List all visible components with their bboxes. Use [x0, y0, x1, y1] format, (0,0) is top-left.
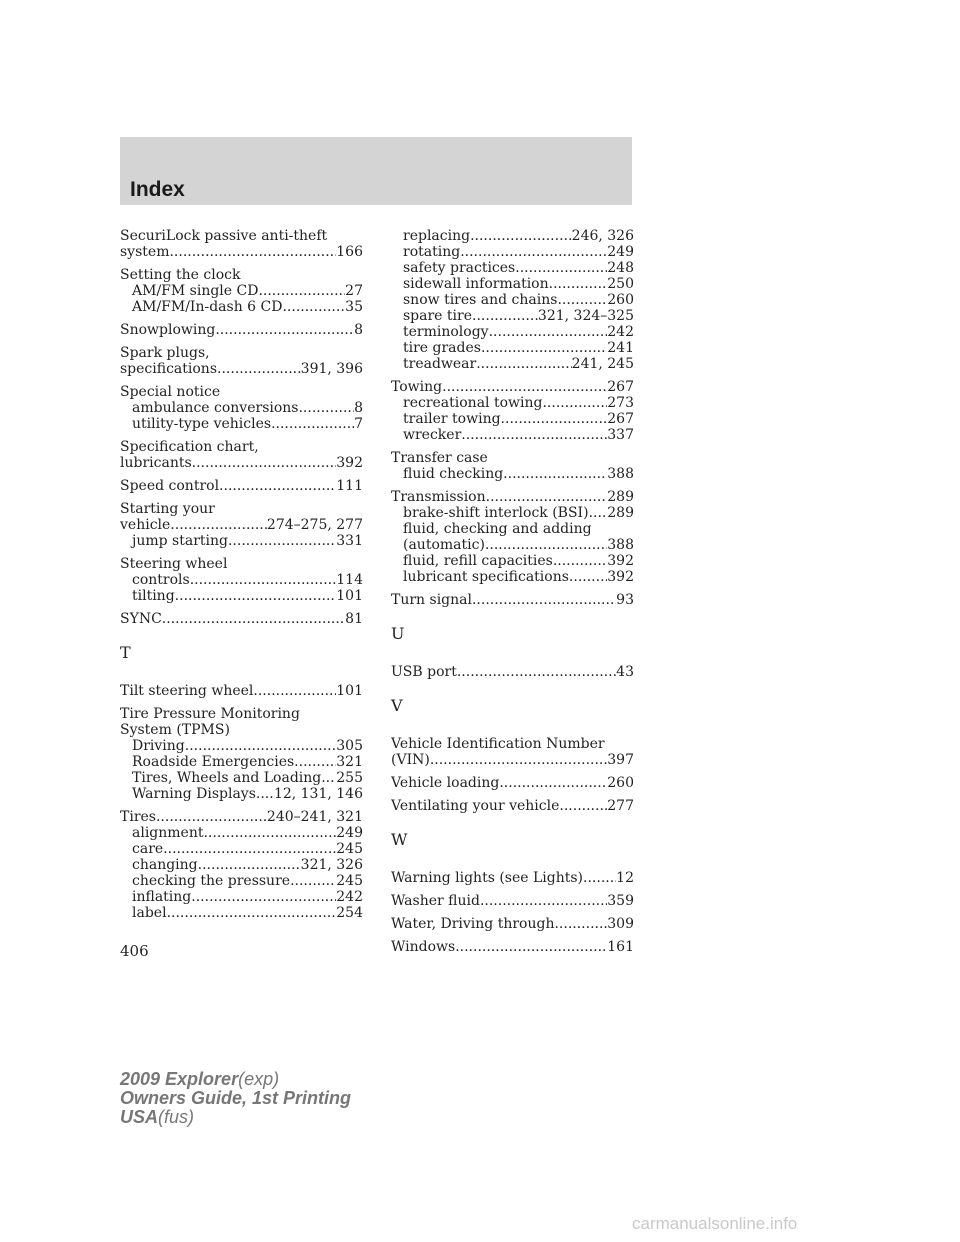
index-line [120, 416, 363, 432]
leader-dots [515, 260, 607, 276]
index-term: system [120, 244, 170, 260]
index-term: utility-type vehicles [132, 416, 272, 432]
index-term: SYNC [120, 611, 162, 627]
index-line [120, 889, 363, 905]
index-term: Tires [120, 809, 156, 825]
page-reference: 242 [336, 889, 363, 905]
index-line [120, 754, 363, 770]
leader-dots [470, 228, 572, 244]
page-reference: 392 [336, 455, 363, 471]
index-term: Steering wheel [120, 556, 228, 572]
index-line [391, 752, 634, 768]
index-term: Vehicle Identification Number [391, 736, 605, 752]
leader-dots [219, 478, 336, 494]
index-line [391, 356, 634, 372]
index-term: vehicle [120, 517, 171, 533]
leader-dots [192, 455, 337, 471]
index-line [391, 379, 634, 395]
index-term: recreational towing [403, 395, 543, 411]
page-reference: 27 [345, 283, 363, 299]
index-term: Tires, Wheels and Loading [132, 770, 322, 786]
page-reference: 245 [336, 841, 363, 857]
index-line [120, 517, 363, 533]
index-line [120, 322, 363, 338]
leader-dots [455, 939, 607, 955]
index-entry [391, 664, 634, 680]
page-reference: 305 [336, 738, 363, 754]
leader-dots [290, 873, 336, 889]
page-reference: 12 [616, 870, 634, 886]
leader-dots [481, 340, 607, 356]
header-bar [120, 137, 632, 205]
index-line [120, 770, 363, 786]
index-term: Vehicle loading [391, 775, 500, 791]
index-line [120, 267, 363, 283]
index-entry [120, 809, 363, 921]
index-entry [391, 592, 634, 608]
index-term: trailer towing [403, 411, 501, 427]
index-term: Transfer case [391, 450, 488, 466]
leader-dots [503, 466, 607, 482]
page-reference: 248 [607, 260, 634, 276]
index-term: USB port [391, 664, 457, 680]
leader-dots [190, 572, 337, 588]
page-reference: 7 [354, 416, 363, 432]
page-reference: 12, 131, 146 [273, 786, 363, 802]
index-line [391, 427, 634, 443]
leader-dots [163, 841, 336, 857]
index-term: Turn signal [391, 592, 472, 608]
leader-dots [258, 283, 345, 299]
footer-imprint [120, 1070, 351, 1127]
leader-dots [271, 416, 354, 432]
page-reference: 289 [607, 505, 634, 521]
index-term: (automatic) [403, 537, 485, 553]
index-line [120, 244, 363, 260]
leader-dots [489, 324, 608, 340]
index-term: lubricants [120, 455, 192, 471]
index-term: specifications [120, 361, 218, 377]
index-term: checking the pressure [132, 873, 291, 889]
page-reference: 161 [607, 939, 634, 955]
index-line [120, 588, 363, 604]
leader-dots [554, 916, 607, 932]
index-line [120, 873, 363, 889]
leader-dots [215, 322, 354, 338]
index-entry [120, 384, 363, 432]
index-line [391, 260, 634, 276]
leader-dots [457, 664, 616, 680]
page-reference: 267 [607, 411, 634, 427]
index-term: 2009 Explorer [120, 1069, 239, 1089]
page-reference: 245 [336, 873, 363, 889]
index-line [391, 664, 634, 680]
leader-dots [486, 489, 608, 505]
page-reference: 391, 396 [300, 361, 363, 377]
index-column-left [120, 228, 363, 928]
index-term: fluid, refill capacities [403, 553, 553, 569]
page-reference: 240–241, 321 [266, 809, 363, 825]
section-letter: T [120, 643, 131, 662]
leader-dots [569, 569, 607, 585]
leader-dots [298, 400, 354, 416]
page-reference: 101 [336, 588, 363, 604]
page-reference: 246, 326 [571, 228, 634, 244]
page-reference: 359 [607, 893, 634, 909]
page-reference: 321 [336, 754, 363, 770]
index-line [391, 798, 634, 814]
index-line [391, 537, 634, 553]
index-term: replacing [403, 228, 471, 244]
page-reference: 273 [607, 395, 634, 411]
leader-dots [553, 553, 607, 569]
leader-dots [185, 738, 337, 754]
index-term: Snowplowing [120, 322, 216, 338]
index-line [120, 825, 363, 841]
index-entry [391, 798, 634, 814]
index-line [120, 738, 363, 754]
leader-dots [198, 857, 301, 873]
page-reference: 331 [336, 533, 363, 549]
watermark: carmanualsonline.info [632, 1214, 798, 1233]
index-term: tilting [132, 588, 175, 604]
page-reference: 101 [336, 683, 363, 699]
index-line [120, 228, 363, 244]
index-line [120, 501, 363, 517]
index-line [120, 384, 363, 400]
index-term: fluid checking [403, 466, 504, 482]
index-term: wrecker [403, 427, 462, 443]
index-line [391, 308, 634, 324]
index-term: care [132, 841, 164, 857]
index-term: Warning lights (see Lights) [391, 870, 584, 886]
index-entry [391, 228, 634, 372]
index-term: tire grades [403, 340, 481, 356]
leader-dots [321, 770, 336, 786]
index-line [391, 775, 634, 791]
index-line [120, 400, 363, 416]
index-entry [120, 345, 363, 377]
index-term: Water, Driving through [391, 916, 555, 932]
index-entry [120, 439, 363, 471]
index-entry [120, 556, 363, 604]
index-term: Setting the clock [120, 267, 241, 283]
page-reference: 392 [607, 553, 634, 569]
leader-dots [460, 244, 607, 260]
index-entry [120, 267, 363, 315]
index-term: Tilt steering wheel [120, 683, 254, 699]
index-line [120, 611, 363, 627]
leader-dots [542, 395, 607, 411]
index-term: System (TPMS) [120, 722, 230, 738]
index-line [391, 916, 634, 932]
index-term: USA [120, 1107, 159, 1127]
index-term: spare tire [403, 308, 473, 324]
leader-dots [589, 505, 608, 521]
page-reference: 93 [616, 592, 634, 608]
leader-dots [430, 752, 607, 768]
page-reference: 289 [607, 489, 634, 505]
page-reference: 397 [607, 752, 634, 768]
index-line [120, 857, 363, 873]
index-entry [120, 683, 363, 699]
index-term: changing [132, 857, 198, 873]
index-term: Driving [132, 738, 185, 754]
index-line [391, 395, 634, 411]
leader-dots [175, 588, 337, 604]
index-line [120, 905, 363, 921]
page-reference: 260 [607, 775, 634, 791]
page-reference: 250 [607, 276, 634, 292]
leader-dots [442, 379, 607, 395]
page-reference: 111 [336, 478, 363, 494]
index-line [391, 489, 634, 505]
index-line [391, 870, 634, 886]
leader-dots [217, 361, 301, 377]
leader-dots [162, 611, 345, 627]
index-line [391, 893, 634, 909]
section-letter: V [391, 696, 403, 715]
leader-dots [499, 775, 607, 791]
page-reference: 249 [336, 825, 363, 841]
index-term: Special notice [120, 384, 221, 400]
index-term: Tire Pressure Monitoring [120, 706, 300, 722]
index-term: (fus) [158, 1107, 195, 1127]
page-reference: 35 [345, 299, 363, 315]
index-term: (VIN) [391, 752, 430, 768]
leader-dots [480, 893, 607, 909]
leader-dots [557, 292, 607, 308]
page-reference: 8 [354, 400, 363, 416]
index-term: Owners Guide, 1st Printing [120, 1088, 352, 1108]
section-letter: U [391, 624, 405, 643]
index-entry [391, 870, 634, 886]
index-term: Transmission [391, 489, 486, 505]
index-line [391, 324, 634, 340]
page-reference: 260 [607, 292, 634, 308]
index-entry [391, 916, 634, 932]
index-line [391, 450, 634, 466]
leader-dots [472, 592, 616, 608]
index-line [120, 455, 363, 471]
section-letter: W [391, 830, 408, 849]
index-line [391, 939, 634, 955]
index-line [391, 244, 634, 260]
index-line [120, 478, 363, 494]
leader-dots [294, 754, 336, 770]
page-reference: 321, 324–325 [537, 308, 634, 324]
index-line [120, 345, 363, 361]
leader-dots [485, 537, 607, 553]
page-reference: 166 [336, 244, 363, 260]
index-term: (exp) [238, 1069, 280, 1089]
leader-dots [583, 870, 616, 886]
index-line [120, 556, 363, 572]
index-line [120, 283, 363, 299]
index-line [120, 722, 363, 738]
page-reference: 254 [336, 905, 363, 921]
index-entry [120, 478, 363, 494]
leader-dots [191, 889, 336, 905]
index-term: safety practices [403, 260, 516, 276]
index-line [391, 569, 634, 585]
page-reference: 388 [607, 537, 634, 553]
index-term: Starting your [120, 501, 215, 517]
index-term: Speed control [120, 478, 220, 494]
index-term: fluid, checking and adding [403, 521, 592, 537]
index-term: Warning Displays [132, 786, 256, 802]
index-line [391, 411, 634, 427]
index-term: Roadside Emergencies [132, 754, 295, 770]
page-reference: 8 [354, 322, 363, 338]
index-term: Spark plugs, [120, 345, 210, 361]
index-term: snow tires and chains [403, 292, 558, 308]
page-reference: 274–275, 277 [266, 517, 363, 533]
index-term: controls [132, 572, 190, 588]
index-entry [120, 706, 363, 802]
page-number: 406 [120, 942, 149, 960]
index-line [120, 572, 363, 588]
page-reference: 81 [345, 611, 363, 627]
index-line [391, 340, 634, 356]
page-reference: 267 [607, 379, 634, 395]
page-reference: 388 [607, 466, 634, 482]
leader-dots [170, 517, 267, 533]
leader-dots [203, 825, 336, 841]
leader-dots [253, 683, 336, 699]
index-term: lubricant specifications [403, 569, 569, 585]
leader-dots [472, 308, 538, 324]
index-term: treadwear [403, 356, 477, 372]
index-term: ambulance conversions [132, 400, 299, 416]
index-term: label [132, 905, 167, 921]
page-reference: 241, 245 [571, 356, 634, 372]
index-entry [120, 322, 363, 338]
index-term: Ventilating your vehicle [391, 798, 560, 814]
index-term: brake-shift interlock (BSI) [403, 505, 589, 521]
index-term: Windows [391, 939, 456, 955]
page-reference: 277 [607, 798, 634, 814]
page-reference: 249 [607, 244, 634, 260]
index-term: SecuriLock passive anti-theft [120, 228, 328, 244]
leader-dots [169, 244, 336, 260]
index-line [120, 786, 363, 802]
index-term: inflating [132, 889, 192, 905]
index-entry [391, 775, 634, 791]
leader-dots [559, 798, 607, 814]
index-entry [391, 489, 634, 585]
page-reference: 242 [607, 324, 634, 340]
index-line [391, 592, 634, 608]
index-term: jump starting [132, 533, 228, 549]
index-entry [391, 450, 634, 482]
page-reference: 241 [607, 340, 634, 356]
leader-dots [476, 356, 571, 372]
page-reference: 337 [607, 427, 634, 443]
index-line [391, 466, 634, 482]
index-entry [120, 228, 363, 260]
index-line [391, 736, 634, 752]
index-term: Specification chart, [120, 439, 259, 455]
index-line [391, 505, 634, 521]
leader-dots [549, 276, 608, 292]
index-line [391, 521, 634, 537]
index-entry [391, 893, 634, 909]
index-term: AM/FM single CD [132, 283, 259, 299]
index-term: alignment [132, 825, 204, 841]
index-line [120, 439, 363, 455]
index-entry [391, 379, 634, 443]
leader-dots [228, 533, 336, 549]
index-term: Washer fluid [391, 893, 480, 909]
leader-dots [156, 809, 267, 825]
page-reference: 255 [336, 770, 363, 786]
index-entry [391, 939, 634, 955]
index-line [391, 276, 634, 292]
index-term: sidewall information [403, 276, 549, 292]
page-reference: 392 [607, 569, 634, 585]
index-line [120, 706, 363, 722]
index-entry [391, 736, 634, 768]
page-reference: 114 [336, 572, 363, 588]
index-line [391, 292, 634, 308]
index-line [391, 553, 634, 569]
index-entry [120, 611, 363, 627]
page-reference: 309 [607, 916, 634, 932]
index-term: AM/FM/In-dash 6 CD [132, 299, 283, 315]
index-line [391, 228, 634, 244]
leader-dots [501, 411, 608, 427]
leader-dots [256, 786, 274, 802]
page-reference: 321, 326 [300, 857, 363, 873]
leader-dots [461, 427, 607, 443]
leader-dots [282, 299, 345, 315]
index-line [120, 841, 363, 857]
index-term: rotating [403, 244, 461, 260]
index-line [120, 299, 363, 315]
index-line [120, 533, 363, 549]
page-title: Index [130, 178, 185, 201]
leader-dots [167, 905, 337, 921]
index-line [120, 683, 363, 699]
index-term: Towing [391, 379, 443, 395]
page-reference: 43 [616, 664, 634, 680]
index-line [120, 809, 363, 825]
index-line [120, 361, 363, 377]
index-entry [120, 501, 363, 549]
index-column-right [391, 228, 634, 962]
index-term: terminology [403, 324, 489, 340]
